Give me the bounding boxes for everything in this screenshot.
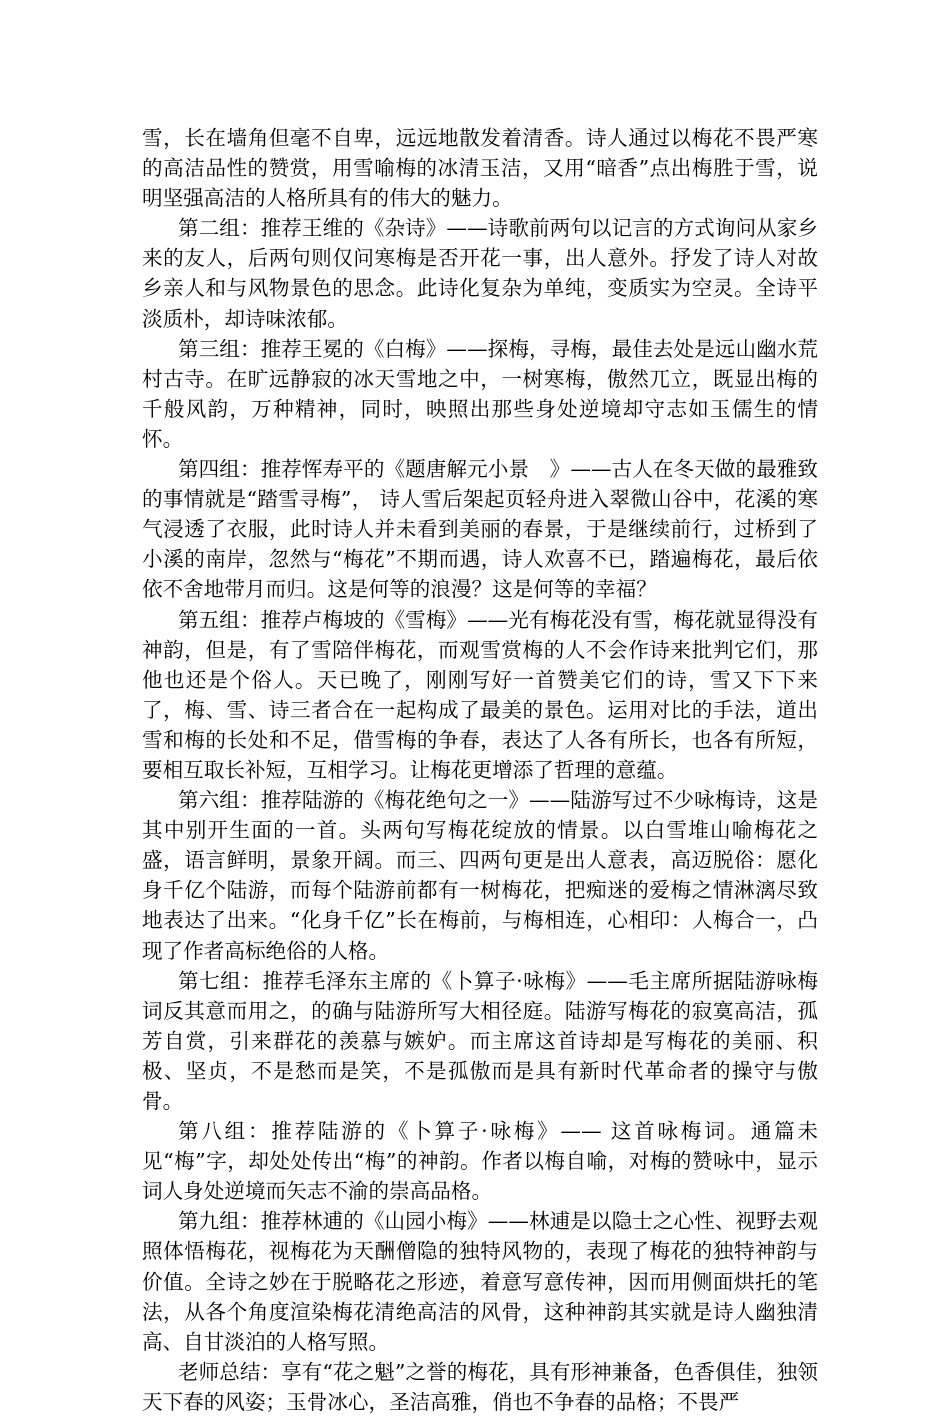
paragraph-group-8: 第八组：推荐陆游的《卜算子·咏梅》—— 这首咏梅词。通篇未见“梅”字，却处处传出“梅”的神韵。作者以梅自喻，对梅的赞咏中，显示词人身处逆境而矢志不渝的崇高品格。 [142, 1119, 818, 1204]
paragraph-group-6: 第六组：推荐陆游的《梅花绝句之一》——陆游写过不少咏梅诗，这是其中别开生面的一首。头两句写梅花绽放的情景。以白雪堆山喻梅花之盛，语言鲜明，景象开阔。而三、四两句更是出人意表，高迈脱俗：愿化身千亿个陆游，而每个陆游前都有一树梅花，把痴迷的爱梅之情淋漓尽致地表达了出来。“化身千亿”长在梅前，与梅相连，心相印：人梅合一，凸现了作者高标绝俗的人格。 [142, 788, 818, 963]
paragraph-group-4: 第四组：推荐恽寿平的《题唐解元小景 》——古人在冬天做的最雅致的事情就是“踏雪寻梅”， 诗人雪后架起页轻舟进入翠微山谷中，花溪的寒气浸透了衣服，此时诗人并未看到美丽的春景，于是继续前行，过桥到了小溪的南岸，忽然与“梅花”不期而遇，诗人欢喜不已，踏遍梅花，最后依依不舍地带月而归。这是何等的浪漫？这是何等的幸福？ [142, 457, 818, 602]
paragraph-group-9: 第九组：推荐林逋的《山园小梅》——林逋是以隐士之心性、视野去观照体悟梅花，视梅花为天酬僧隐的独特风物的，表现了梅花的独特神韵与价值。全诗之妙在于脱略花之形迹，着意写意传神，因而用侧面烘托的笔法，从各个角度渲染梅花清绝高洁的风骨，这种神韵其实就是诗人幽独清高、自甘淡泊的人格写照。 [142, 1209, 818, 1354]
paragraph-group-3: 第三组：推荐王冕的《白梅》——探梅，寻梅，最佳去处是远山幽水荒村古寺。在旷远静寂的冰天雪地之中，一树寒梅，傲然兀立，既显出梅的千般风韵，万种精神，同时，映照出那些身处逆境却守志如玉儒生的情怀。 [142, 336, 818, 451]
paragraph-intro-continuation: 雪，长在墙角但毫不自卑，远远地散发着清香。诗人通过以梅花不畏严寒的高洁品性的赞赏，用雪喻梅的冰清玉洁，又用“暗香”点出梅胜于雪，说明坚强高洁的人格所具有的伟大的魅力。 [142, 126, 818, 211]
paragraph-group-2: 第二组：推荐王维的《杂诗》——诗歌前两句以记言的方式询问从家乡来的友人，后两句则仅问寒梅是否开花一事，出人意外。抒发了诗人对故乡亲人和与风物景色的思念。此诗化复杂为单纯，变质实为空灵。全诗平淡质朴，却诗味浓郁。 [142, 216, 818, 331]
paragraph-teacher-summary: 老师总结：享有“花之魁”之誉的梅花，具有形神兼备，色香俱佳，独领天下春的风姿；玉骨冰心，圣洁高雅，俏也不争春的品格；不畏严 [142, 1359, 818, 1414]
paragraph-group-7: 第七组：推荐毛泽东主席的《卜算子·咏梅》——毛主席所据陆游咏梅词反其意而用之，的确与陆游所写大相径庭。陆游写梅花的寂寞高洁，孤芳自赏，引来群花的羡慕与嫉妒。而主席这首诗却是写梅花的美丽、积极、坚贞，不是愁而是笑，不是孤傲而是具有新时代革命者的操守与傲骨。 [142, 968, 818, 1113]
paragraph-group-5: 第五组：推荐卢梅坡的《雪梅》——光有梅花没有雪，梅花就显得没有神韵，但是，有了雪陪伴梅花，而观雪赏梅的人不会作诗来批判它们，那他也还是个俗人。天已晚了，刚刚写好一首赞美它们的诗，雪又下下来了，梅、雪、诗三者合在一起构成了最美的景色。运用对比的手法，道出雪和梅的长处和不足，借雪梅的争春，表达了人各有所长，也各有所短，要相互取长补短，互相学习。让梅花更增添了哲理的意蕴。 [142, 607, 818, 782]
document-page [142, 123, 818, 1417]
